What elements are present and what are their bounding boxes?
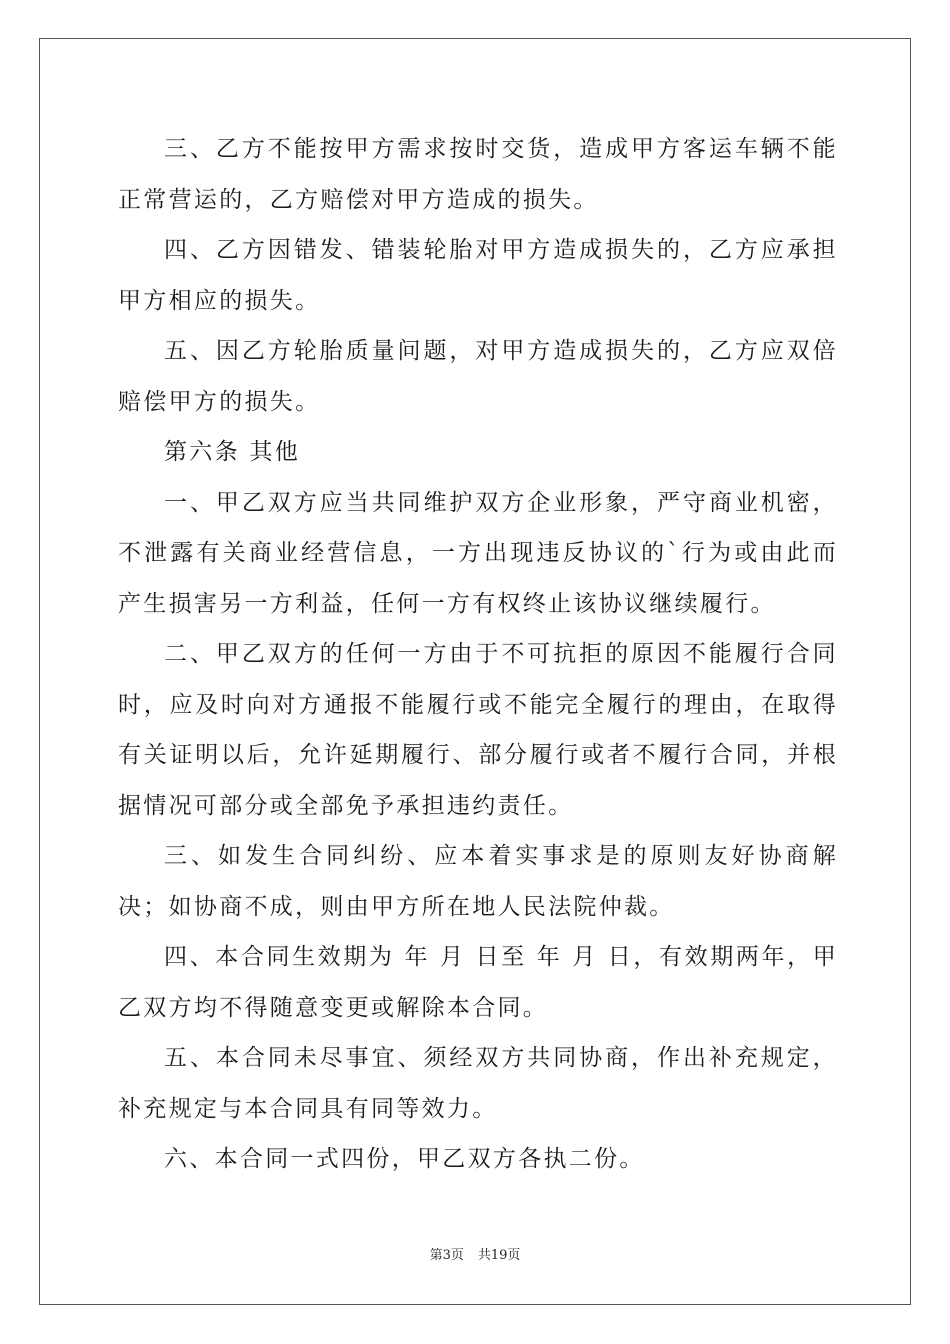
paragraph-other-5: 五、本合同未尽事宜、须经双方共同协商，作出补充规定，补充规定与本合同具有同等效力。 xyxy=(118,1045,838,1122)
paragraph-clause-5: 五、因乙方轮胎质量问题，对甲方造成损失的，乙方应双倍赔偿甲方的损失。 xyxy=(118,338,838,415)
page-number-current: 第3页 xyxy=(429,1248,464,1263)
page-footer xyxy=(0,1248,950,1264)
paragraph-clause-3: 三、乙方不能按甲方需求按时交货，造成甲方客运车辆不能正常营运的，乙方赔偿对甲方造成的损失。 xyxy=(118,136,838,213)
page-number-total: 共19页 xyxy=(477,1248,521,1263)
paragraph-other-2: 二、甲乙双方的任何一方由于不可抗拒的原因不能履行合同时，应及时向对方通报不能履行或不能完全履行的理由，在取得有关证明以后，允许延期履行、部分履行或者不履行合同，并根据情况可部分或全部免予承担违约责任。 xyxy=(118,641,838,819)
section-heading-article-6: 第六条 其他 xyxy=(164,439,301,465)
paragraph-clause-4: 四、乙方因错发、错装轮胎对甲方造成损失的，乙方应承担甲方相应的损失。 xyxy=(118,237,838,314)
document-body xyxy=(118,124,838,1185)
paragraph-other-1: 一、甲乙双方应当共同维护双方企业形象，严守商业机密，不泄露有关商业经营信息，一方出现违反协议的`行为或由此而产生损害另一方利益，任何一方有权终止该协议继续履行。 xyxy=(118,489,838,617)
paragraph-other-3: 三、如发生合同纠纷、应本着实事求是的原则友好协商解决；如协商不成，则由甲方所在地人民法院仲裁。 xyxy=(118,843,838,920)
paragraph-other-6: 六、本合同一式四份，甲乙双方各执二份。 xyxy=(164,1146,645,1172)
paragraph-other-4: 四、本合同生效期为 年 月 日至 年 月 日，有效期两年，甲乙双方均不得随意变更或解除本合同。 xyxy=(118,944,838,1021)
